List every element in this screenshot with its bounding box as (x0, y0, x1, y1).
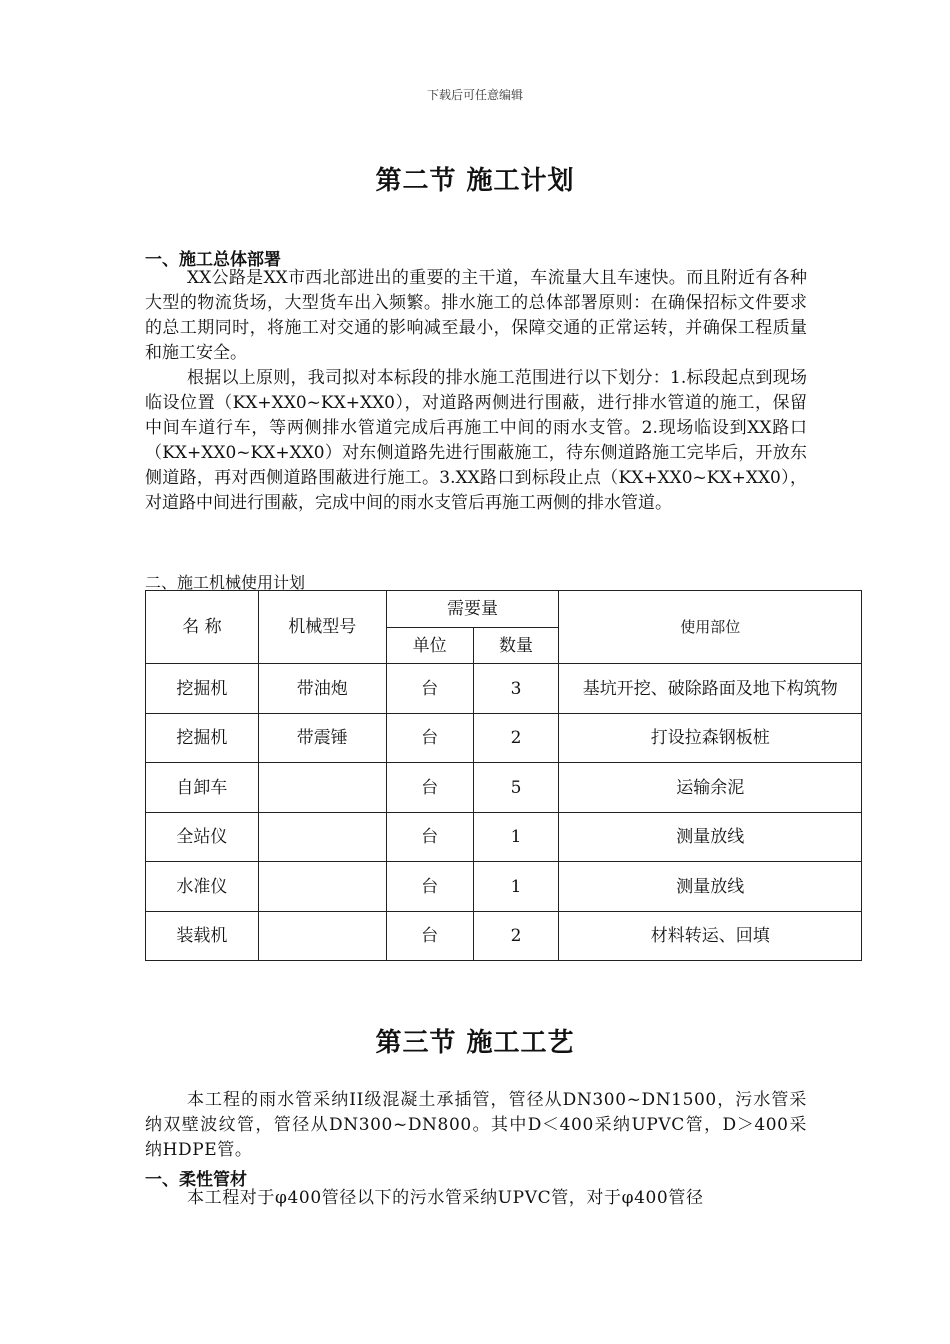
cell-use: 运输余泥 (559, 763, 862, 813)
cell-name: 挖掘机 (146, 664, 259, 714)
header-need: 需要量 (386, 591, 559, 628)
machinery-table (145, 590, 862, 961)
cell-name: 挖掘机 (146, 714, 259, 763)
cell-qty: 2 (473, 912, 559, 961)
cell-name: 装载机 (146, 912, 259, 961)
header-use: 使用部位 (559, 591, 862, 664)
cell-use: 基坑开挖、破除路面及地下构筑物 (559, 664, 862, 714)
subheading-overall-deployment: 一、施工总体部署 (145, 250, 281, 270)
cell-model (258, 912, 386, 961)
cell-name: 水准仪 (146, 862, 259, 912)
cell-qty: 2 (473, 714, 559, 763)
cell-use: 测量放线 (559, 813, 862, 862)
section-3-title: 第三节 施工工艺 (375, 1028, 575, 1058)
table-row (146, 714, 862, 763)
cell-use: 测量放线 (559, 862, 862, 912)
header-model: 机械型号 (258, 591, 386, 664)
cell-name: 自卸车 (146, 763, 259, 813)
section-2-title: 第二节 施工计划 (375, 166, 575, 196)
table-row (146, 763, 862, 813)
cell-unit: 台 (386, 763, 473, 813)
table-row (146, 813, 862, 862)
page-header: 下载后可任意编辑 (426, 88, 523, 102)
cell-unit: 台 (386, 813, 473, 862)
paragraph-pipe-materials: 本工程的雨水管采纳II级混凝土承插管，管径从DN300~DN1500，污水管采纳双壁波纹管，管径从DN300~DN800。其中D＜400采纳UPVC管，D＞400采纳HDPE管。 (145, 1090, 807, 1160)
cell-model (258, 813, 386, 862)
cell-unit: 台 (386, 862, 473, 912)
table-row (146, 912, 862, 961)
paragraph-flexible-pipe: 本工程对于φ400管径以下的污水管采纳UPVC管，对于φ400管径 (187, 1188, 704, 1208)
table-row (146, 664, 862, 714)
header-unit: 单位 (386, 628, 473, 664)
cell-use: 打设拉森钢板桩 (559, 714, 862, 763)
table-row (146, 862, 862, 912)
cell-qty: 1 (473, 862, 559, 912)
cell-model (258, 862, 386, 912)
cell-qty: 1 (473, 813, 559, 862)
subheading-flexible-pipe: 一、柔性管材 (145, 1170, 247, 1190)
cell-name: 全站仪 (146, 813, 259, 862)
table-header-row (146, 591, 862, 628)
header-qty: 数量 (473, 628, 559, 664)
cell-model (258, 763, 386, 813)
paragraph-overview: XX公路是XX市西北部进出的重要的主干道，车流量大且车速快。而且附近有各种大型的物流货场，大型货车出入频繁。排水施工的总体部署原则：在确保招标文件要求的总工期同时，将施工对交通的影响减至最小，保障交通的正常运转，并确保工程质量和施工安全。 (145, 268, 807, 363)
cell-model: 带油炮 (258, 664, 386, 714)
subheading-machinery-plan: 二、施工机械使用计划 (145, 573, 306, 592)
cell-unit: 台 (386, 912, 473, 961)
cell-unit: 台 (386, 664, 473, 714)
cell-unit: 台 (386, 714, 473, 763)
cell-qty: 5 (473, 763, 559, 813)
paragraph-division: 根据以上原则，我司拟对本标段的排水施工范围进行以下划分：1.标段起点到现场临设位置（KX+XX0~KX+XX0），对道路两侧进行围蔽，进行排水管道的施工，保留中间车道行车，等两侧排水管道完成后再施工中间的雨水支管。2.现场临设到XX路口（KX+XX0~KX+XX0）对东侧道路先进行围蔽施工，待东侧道路施工完毕后，开放东侧道路，再对西侧道路围蔽进行施工。3.XX路口到标段止点（KX+XX0~KX+XX0），对道路中间进行围蔽，完成中间的雨水支管后再施工两侧的排水管道。 (145, 368, 807, 513)
header-name: 名 称 (146, 591, 259, 664)
cell-use: 材料转运、回填 (559, 912, 862, 961)
cell-model: 带震锤 (258, 714, 386, 763)
cell-qty: 3 (473, 664, 559, 714)
